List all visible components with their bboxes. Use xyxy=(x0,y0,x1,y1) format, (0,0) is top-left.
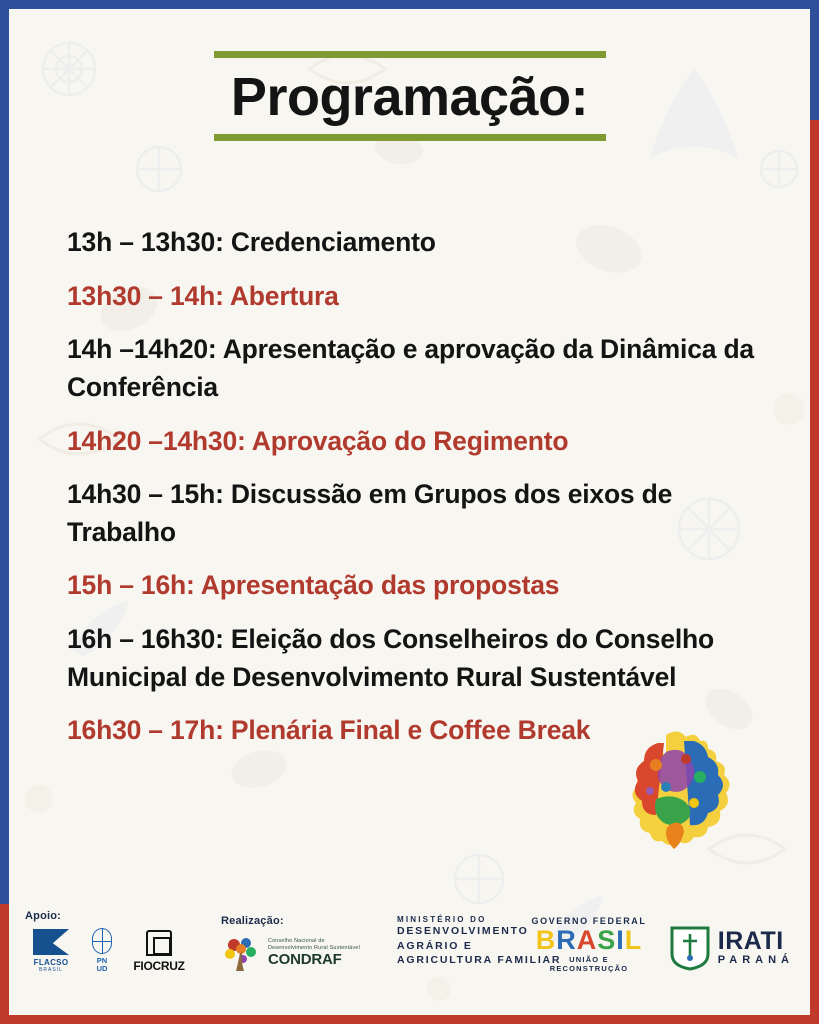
fiocruz-name: FIOCRUZ xyxy=(133,959,185,973)
title-rule-top xyxy=(214,51,606,58)
brasil-wordmark: BRASIL xyxy=(535,925,643,955)
apoio-label: Apoio: xyxy=(25,910,62,923)
title-block xyxy=(9,51,810,141)
irati-name: IRATI xyxy=(717,927,784,956)
fiocruz-mark-icon xyxy=(146,930,172,956)
frame-top-edge xyxy=(0,0,819,9)
footer xyxy=(9,881,810,1001)
schedule-item: 16h – 16h30: Eleição dos Conselheiros do Conselho Municipal de Desenvolvimento Rural Sustentável xyxy=(67,624,714,692)
flacso-name: FLACSO xyxy=(33,958,69,967)
parana-name: PARANÁ xyxy=(717,953,794,966)
poster-canvas xyxy=(9,9,810,1015)
uniao-reconstrucao-label: UNIÃO E RECONSTRUÇÃO xyxy=(549,955,629,973)
flacso-mark-icon xyxy=(33,929,69,955)
ministerio-line2: DESENVOLVIMENTO AGRÁRIO E AGRICULTURA FAMILIAR xyxy=(397,925,562,966)
governo-federal-logo xyxy=(529,916,649,973)
page-title: Programação: xyxy=(230,67,589,127)
fiocruz-logo xyxy=(127,930,191,973)
realizacao-logos xyxy=(221,933,360,973)
schedule-item: 14h30 – 15h: Discussão em Grupos dos eixos de Trabalho xyxy=(67,479,673,547)
schedule-item: 16h30 – 17h: Plenária Final e Coffee Break xyxy=(67,715,591,746)
realizacao-label: Realização: xyxy=(221,915,284,927)
pnud-name: PN UD xyxy=(96,956,108,974)
schedule-list xyxy=(67,224,757,766)
title-rule-bottom xyxy=(214,134,606,141)
schedule-item: 13h30 – 14h: Abertura xyxy=(67,280,339,311)
frame-corner-bottom-left xyxy=(0,904,9,1024)
ministerio-line1: MINISTÉRIO DO xyxy=(397,915,487,925)
globe-icon xyxy=(92,928,112,954)
frame-corner-top-right xyxy=(810,0,819,120)
irati-logo xyxy=(669,925,794,971)
irati-text xyxy=(717,927,794,966)
flacso-logo xyxy=(25,929,77,973)
tree-icon xyxy=(221,933,261,973)
crest-icon xyxy=(669,925,711,971)
flacso-sub: BRASIL xyxy=(39,967,63,973)
schedule-item: 14h –14h20: Apresentação e aprovação da Dinâmica da Conferência xyxy=(67,334,754,402)
realizacao-group xyxy=(221,915,360,973)
apoio-logos xyxy=(25,928,191,973)
frame-bottom-edge xyxy=(0,1015,819,1024)
brazil-map-icon xyxy=(608,725,748,855)
condraf-line2: Desenvolvimento Rural Sustentável xyxy=(268,944,360,951)
condraf-text xyxy=(268,938,360,969)
schedule-item: 14h20 –14h30: Aprovação do Regimento xyxy=(67,425,569,456)
condraf-name: CONDRAF xyxy=(268,951,342,969)
frame-right-edge xyxy=(810,0,819,1024)
condraf-logo xyxy=(221,933,360,973)
frame-left-edge xyxy=(0,0,9,1024)
governo-federal-label: GOVERNO FEDERAL xyxy=(531,916,647,926)
schedule-item: 15h – 16h: Apresentação das propostas xyxy=(67,570,560,601)
condraf-line1: Conselho Nacional de xyxy=(268,937,325,944)
pnud-logo xyxy=(87,928,117,973)
schedule-item: 13h – 13h30: Credenciamento xyxy=(67,227,436,257)
apoio-group xyxy=(25,910,191,973)
